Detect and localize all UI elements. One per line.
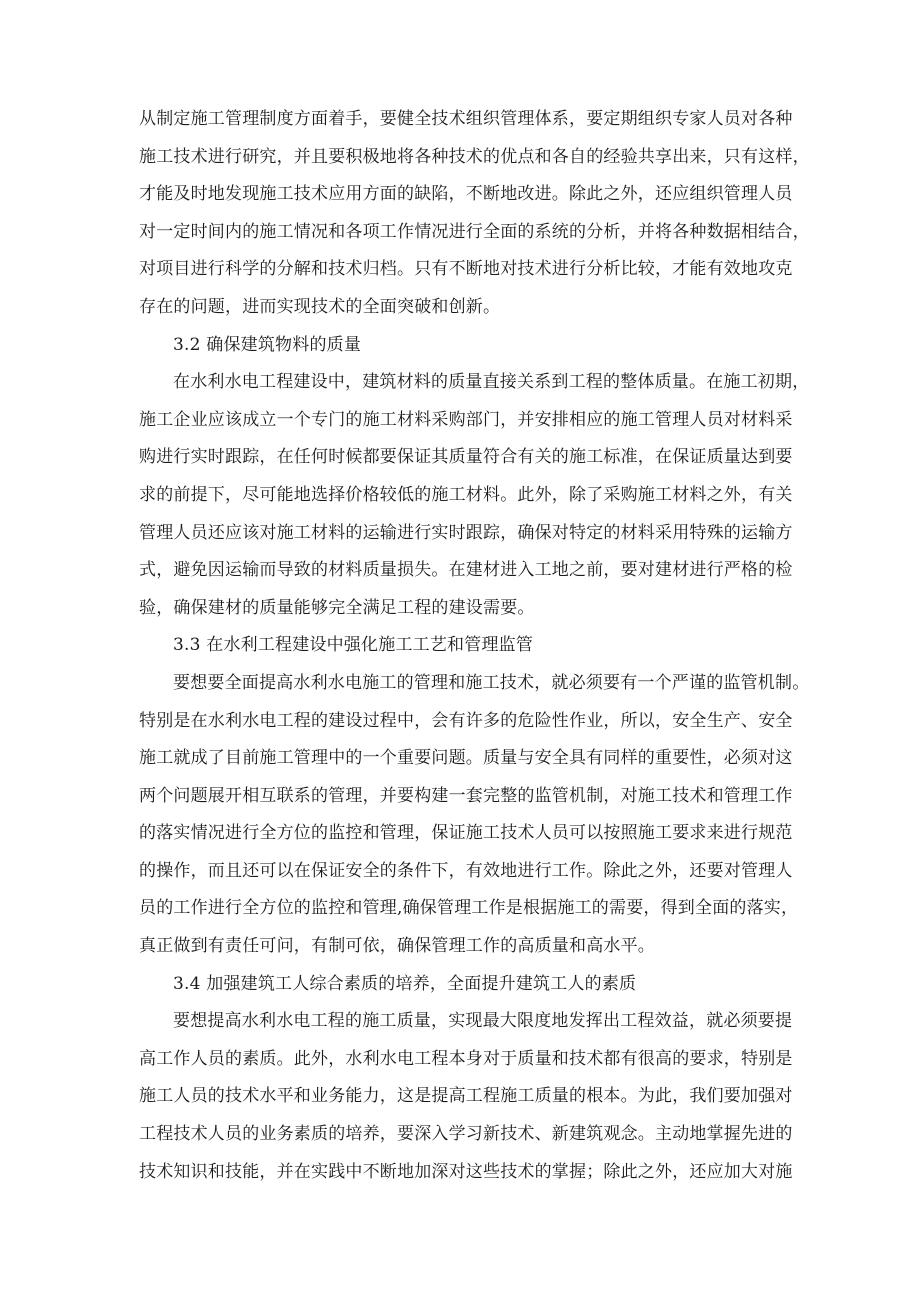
section-heading-3-2	[139, 327, 785, 365]
text-line: 式，避免因运输而导致的材料质量损失。在建材进入工地之前，要对建材进行严格的检	[139, 560, 793, 581]
text-line: 技术知识和技能，并在实践中不断地加深对这些技术的掌握；除此之外，还应加大对施	[139, 1161, 793, 1182]
text-line: 员的工作进行全方位的监控和管理,确保管理工作是根据施工的需要，得到全面的落实，	[139, 898, 799, 919]
text-line: 对项目进行科学的分解和技术归档。只有不断地对技术进行分析比较，才能有效地攻克	[139, 259, 793, 280]
text-line: 要想要全面提高水利水电施工的管理和施工技术，就必须要有一个严谨的监管机制。	[173, 672, 810, 693]
text-line: 真正做到有责任可问，有制可依，确保管理工作的高质量和高水平。	[139, 936, 655, 957]
text-line: 两个问题展开相互联系的管理，并要构建一套完整的监管机制，对施工技术和管理工作	[139, 785, 793, 806]
paragraph-1	[139, 101, 810, 327]
heading-text: 3.2 确保建筑物料的质量	[173, 334, 362, 355]
text-line: 特别是在水利水电工程的建设过程中，会有许多的危险性作业，所以，安全生产、安全	[139, 710, 793, 731]
text-line: 才能及时地发现施工技术应用方面的缺陷，不断地改进。除此之外，还应组织管理人员	[139, 184, 793, 205]
text-line: 施工企业应该成立一个专门的施工材料采购部门，并安排相应的施工管理人员对材料采	[139, 409, 793, 430]
section-heading-3-4	[139, 966, 785, 1004]
text-line: 存在的问题，进而实现技术的全面突破和创新。	[139, 296, 501, 317]
text-line: 的落实情况进行全方位的监控和管理，保证施工技术人员可以按照施工要求来进行规范	[139, 823, 793, 844]
paragraph-3-2	[139, 364, 810, 627]
text-line: 的操作，而且还可以在保证安全的条件下，有效地进行工作。除此之外，还要对管理人	[139, 860, 793, 881]
paragraph-3-4	[139, 1003, 793, 1191]
text-line: 验，确保建材的质量能够完全满足工程的建设需要。	[139, 597, 535, 618]
document-page	[139, 101, 810, 1191]
text-line: 高工作人员的素质。此外，水利水电工程本身对于质量和技术都有很高的要求，特别是	[139, 1048, 793, 1069]
heading-text: 3.3 在水利工程建设中强化施工工艺和管理监管	[173, 635, 534, 656]
text-line: 施工就成了目前施工管理中的一个重要问题。质量与安全具有同样的重要性，必须对这	[139, 748, 793, 769]
text-line: 对一定时间内的施工情况和各项工作情况进行全面的系统的分析，并将各种数据相结合，	[139, 221, 810, 242]
text-line: 工程技术人员的业务素质的培养，要深入学习新技术、新建筑观念。主动地掌握先进的	[139, 1124, 793, 1145]
text-line: 施工人员的技术水平和业务能力，这是提高工程施工质量的根本。为此，我们要加强对	[139, 1086, 793, 1107]
text-line: 从制定施工管理制度方面着手，要健全技术组织管理体系，要定期组织专家人员对各种	[139, 109, 793, 129]
text-line: 求的前提下，尽可能地选择价格较低的施工材料。此外，除了采购施工材料之外，有关	[139, 484, 793, 505]
text-line: 在水利水电工程建设中，建筑材料的质量直接关系到工程的整体质量。在施工初期，	[173, 372, 810, 393]
text-line: 管理人员还应该对施工材料的运输进行实时跟踪，确保对特定的材料采用特殊的运输方	[139, 522, 793, 543]
text-line: 要想提高水利水电工程的施工质量，实现最大限度地发挥出工程效益，就必须要提	[173, 1011, 793, 1032]
heading-text: 3.4 加强建筑工人综合素质的培养，全面提升建筑工人的素质	[173, 973, 637, 994]
section-heading-3-3	[139, 627, 785, 665]
text-line: 施工技术进行研究，并且要积极地将各种技术的优点和各自的经验共享出来，只有这样，	[139, 146, 810, 167]
text-line: 购进行实时跟踪，在任何时候都要保证其质量符合有关的施工标准，在保证质量达到要	[139, 447, 793, 468]
paragraph-3-3	[139, 665, 810, 966]
